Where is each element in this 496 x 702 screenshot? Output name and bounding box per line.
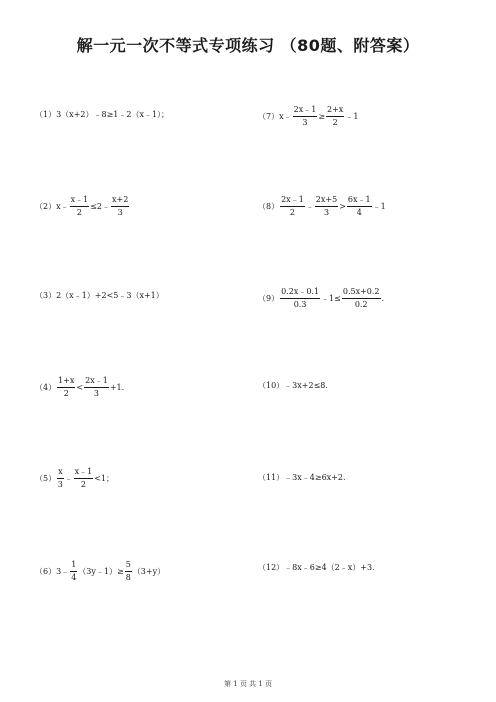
numerator: 0.2x﹣0.1: [280, 287, 320, 299]
numerator: 2x﹣1: [280, 195, 305, 207]
problem-8-middle: ﹣: [305, 201, 314, 211]
problem-6-suffix: （3+y）: [132, 566, 166, 576]
numerator: x: [57, 467, 64, 479]
numerator: 2x﹣1: [293, 105, 318, 117]
denominator: 3: [117, 208, 123, 217]
fraction: [57, 467, 64, 490]
problem-5: [35, 467, 114, 490]
problem-2-prefix: （2）x﹣: [35, 201, 69, 211]
problem-7: [258, 105, 358, 128]
problem-6: [35, 560, 165, 583]
denominator: 3: [302, 118, 308, 127]
problem-3-text: （3）2（x﹣1）+2<5﹣3（x+1）: [35, 291, 164, 300]
problem-6-prefix: （6）3﹣: [35, 566, 70, 576]
numerator: 5: [125, 560, 132, 572]
denominator: 2: [289, 208, 295, 217]
numerator: 2x﹣1: [84, 376, 109, 388]
numerator: 0.5x+0.2: [342, 287, 381, 299]
problem-3: [35, 291, 164, 301]
page-title: 解一元一次不等式专项练习 （80题、附答案）: [76, 36, 420, 55]
problem-4: [35, 376, 124, 399]
problem-2-middle: ≤2﹣: [90, 201, 111, 211]
numerator: 1: [70, 560, 77, 572]
denominator: 3: [93, 389, 99, 398]
numerator: 2x+5: [315, 195, 338, 207]
fraction: [70, 195, 90, 218]
problem-7-middle: ≥: [318, 111, 326, 121]
numerator: 6x﹣1: [347, 195, 372, 207]
problem-7-prefix: （7）x﹣: [258, 111, 292, 121]
denominator: 4: [356, 208, 362, 217]
denominator: 3: [57, 480, 63, 489]
denominator: 8: [125, 573, 131, 582]
problem-5-suffix: <1；: [94, 473, 115, 483]
problem-9-middle: ﹣1≤: [321, 293, 341, 303]
denominator: 0.2: [354, 300, 368, 309]
denominator: 2: [63, 389, 69, 398]
denominator: 2: [80, 480, 86, 489]
problem-9-prefix: （9）: [258, 293, 280, 303]
fraction: [293, 105, 318, 128]
fraction: [70, 560, 77, 583]
problem-1: [35, 110, 169, 120]
problem-9-suffix: .: [381, 293, 385, 303]
problem-12-text: （12）﹣8x﹣6≥4（2﹣x）+3.: [258, 563, 375, 572]
problem-1-text: （1）3（x+2）﹣8≥1﹣2（x﹣1）；: [35, 110, 170, 119]
problem-8: [258, 195, 386, 218]
problem-12: [258, 563, 375, 573]
problem-7-suffix: ﹣1: [345, 111, 359, 121]
problem-2: [35, 195, 130, 218]
fraction: [347, 195, 372, 218]
numerator: x﹣1: [74, 467, 94, 479]
denominator: 4: [71, 573, 77, 582]
fraction: [342, 287, 381, 310]
fraction: [84, 376, 109, 399]
fraction: [326, 105, 344, 128]
numerator: x+2: [111, 195, 129, 207]
denominator: 2: [76, 208, 82, 217]
problem-11: [258, 473, 346, 483]
fraction: [125, 560, 132, 583]
problem-4-suffix: +1.: [109, 382, 125, 392]
problem-5-prefix: （5）: [35, 473, 57, 483]
problem-5-middle: ﹣: [64, 473, 73, 483]
problem-8-middle-2: >: [339, 201, 346, 211]
fraction: [111, 195, 129, 218]
problem-10: [258, 381, 328, 391]
page-footer: 第 1 页 共 1 页: [223, 680, 273, 688]
denominator: 0.3: [293, 300, 307, 309]
numerator: 2+x: [326, 105, 344, 117]
problem-9: [258, 287, 384, 310]
fraction: [74, 467, 94, 490]
denominator: 3: [323, 208, 330, 217]
problem-4-prefix: （4）: [35, 382, 57, 392]
fraction: [315, 195, 338, 218]
problem-11-text: （11）﹣3x﹣4≥6x+2.: [258, 473, 346, 482]
problem-4-middle: <: [76, 382, 84, 392]
problem-8-suffix: ﹣1: [372, 201, 386, 211]
problem-6-middle: （3y﹣1）≥: [78, 566, 124, 576]
fraction: [280, 287, 320, 310]
denominator: 2: [332, 118, 338, 127]
fraction: [57, 376, 75, 399]
problem-10-text: （10）﹣3x+2≤8.: [258, 381, 328, 390]
fraction: [280, 195, 305, 218]
numerator: 1+x: [57, 376, 75, 388]
problem-8-prefix: （8）: [258, 201, 280, 211]
numerator: x﹣1: [70, 195, 90, 207]
